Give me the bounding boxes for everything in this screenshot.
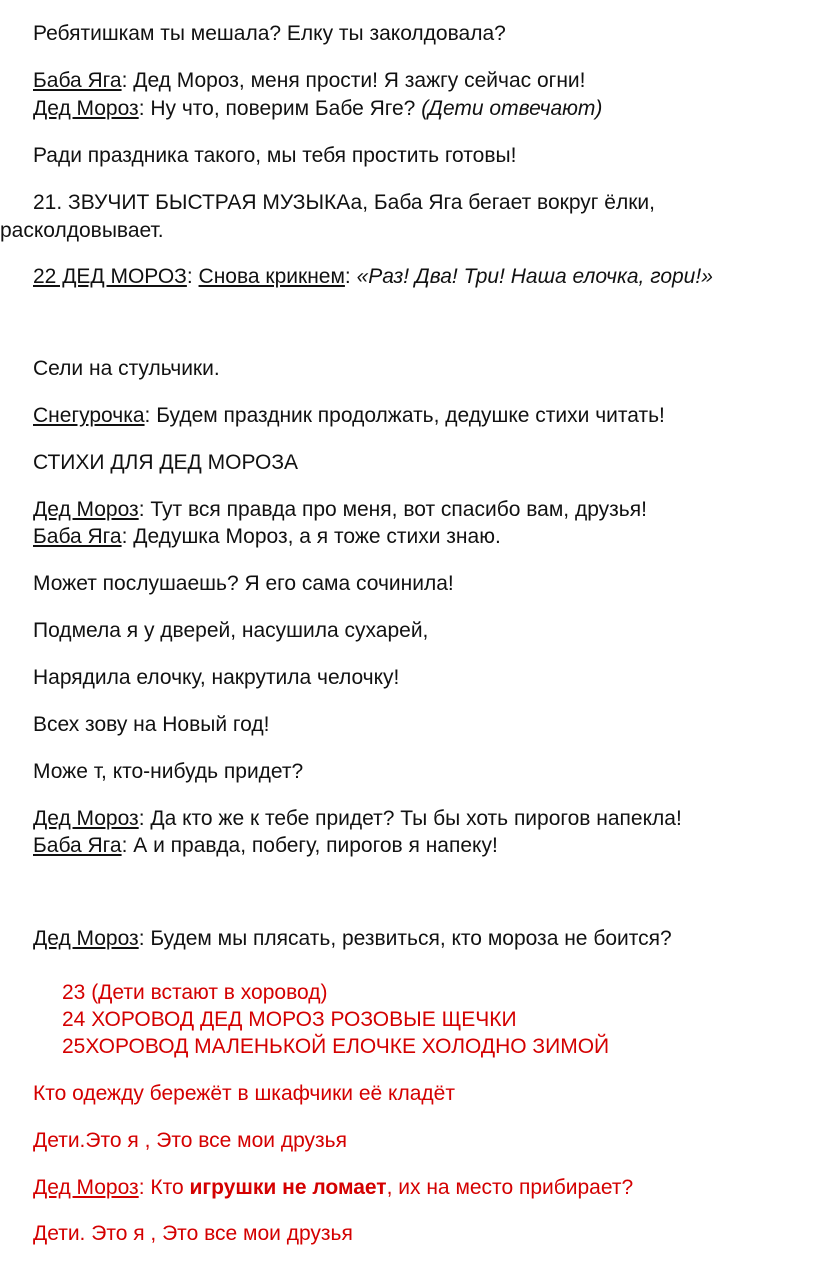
line-text: : А и правда, побегу, пирогов я напеку!: [121, 834, 498, 857]
line-17: [33, 806, 682, 832]
line-9: СТИХИ ДЛЯ ДЕД МОРОЗА: [33, 451, 299, 474]
line-2: [33, 68, 586, 94]
line-text: : Будем мы плясать, резвиться, кто мороза не боится?: [138, 927, 672, 950]
line-4: Ради праздника такого, мы тебя простить готовы!: [33, 144, 517, 167]
separator: :: [344, 265, 357, 288]
line-text: : Тут вся правда про меня, вот спасибо вам, друзья!: [138, 498, 647, 521]
line-3: [33, 96, 602, 122]
line-text: : Дедушка Мороз, а я тоже стихи знаю.: [121, 525, 501, 548]
stage-direction: (Дети отвечают): [421, 97, 603, 120]
line-15: Всех зову на Новый год!: [33, 713, 270, 736]
line-24: Дети.Это я , Это все мои друзья: [33, 1129, 347, 1152]
line-18: [33, 833, 498, 859]
line-11: [33, 524, 501, 550]
speaker-name: Дед Мороз: [33, 97, 139, 120]
line-5a: 21. ЗВУЧИТ БЫСТРАЯ МУЗЫКАа, Баба Яга бегает вокруг ёлки,: [33, 191, 655, 214]
line-22: 25ХОРОВОД МАЛЕНЬКОЙ ЕЛОЧКЕ ХОЛОДНО ЗИМОЙ: [62, 1035, 610, 1058]
line-text: : Дед Мороз, меня прости! Я зажгу сейчас огни!: [121, 69, 586, 92]
line-12: Может послушаешь? Я его сама сочинила!: [33, 572, 454, 595]
line-text: : Ну что, поверим Бабе Яге?: [138, 97, 422, 120]
separator: :: [186, 265, 199, 288]
line-5b: расколдовывает.: [0, 219, 164, 242]
line-21: 24 ХОРОВОД ДЕД МОРОЗ РОЗОВЫЕ ЩЕЧКИ: [62, 1008, 517, 1031]
cue-text: Снова крикнем: [198, 265, 345, 288]
line-8: [33, 403, 665, 429]
line-16: Може т, кто-нибудь придет?: [33, 760, 304, 783]
speaker-name: Баба Яга: [33, 69, 122, 92]
speaker-name: 22 ДЕД МОРОЗ: [33, 265, 187, 288]
speaker-name: Дед Мороз: [33, 498, 139, 521]
line-7: Сели на стульчики.: [33, 357, 220, 380]
line-text: : Да кто же к тебе придет? Ты бы хоть пирогов напекла!: [138, 807, 682, 830]
line-10: [33, 497, 647, 523]
speaker-name: Дед Мороз: [33, 1176, 139, 1199]
speaker-name: Дед Мороз: [33, 927, 139, 950]
line-1: Ребятишкам ты мешала? Елку ты заколдовала?: [33, 22, 506, 45]
quote-text: «Раз! Два! Три! Наша елочка, гори!»: [356, 265, 713, 288]
line-text: , их на место прибирает?: [386, 1176, 634, 1199]
line-19: [33, 926, 672, 952]
line-6: [33, 264, 713, 290]
line-20: 23 (Дети встают в хоровод): [62, 981, 328, 1004]
line-25: [33, 1175, 633, 1201]
line-13: Подмела я у дверей, насушила сухарей,: [33, 619, 429, 642]
line-26: Дети. Это я , Это все мои друзья: [33, 1222, 353, 1245]
bold-text: игрушки не ломает: [189, 1176, 387, 1199]
speaker-name: Дед Мороз: [33, 807, 139, 830]
line-text: : Будем праздник продолжать, дедушке стихи читать!: [144, 404, 665, 427]
speaker-name: Баба Яга: [33, 525, 122, 548]
speaker-name: Снегурочка: [33, 404, 145, 427]
line-text: : Кто: [138, 1176, 190, 1199]
line-23: Кто одежду бережёт в шкафчики её кладёт: [33, 1082, 455, 1105]
speaker-name: Баба Яга: [33, 834, 122, 857]
line-14: Нарядила елочку, накрутила челочку!: [33, 666, 400, 689]
